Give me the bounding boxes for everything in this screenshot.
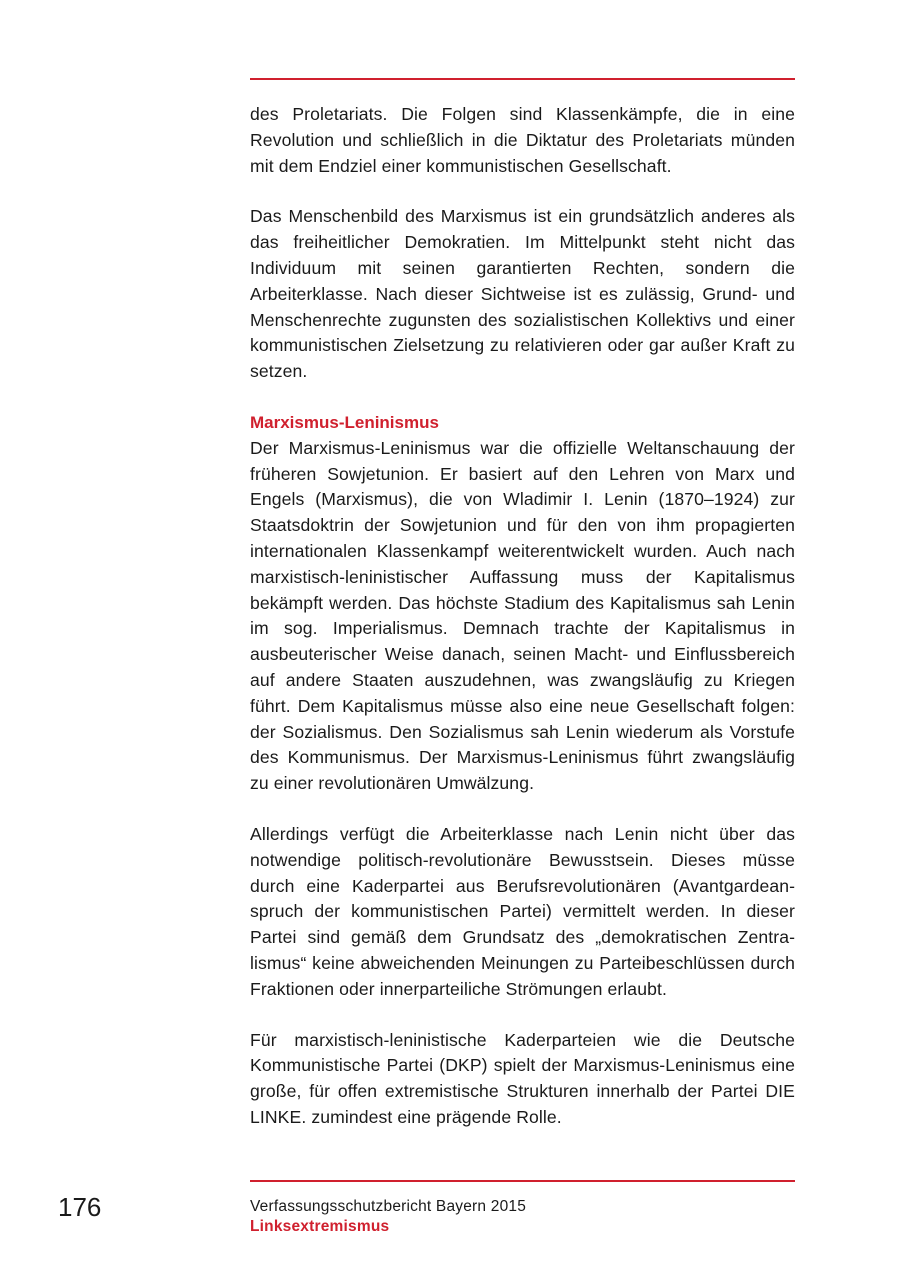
page-number: 176 (58, 1192, 102, 1222)
paragraph-kaderpartei: Allerdings verfügt die Arbeiterklasse nach Lenin nicht über das notwendige politisch-revolutionäre Bewusstsein. Dieses müsse durch eine Kaderpartei aus Berufsrevolutionären (Avantgardeanspruch der kommunistischen Partei) vermittelt werden. In dieser Partei sind gemäß dem Grundsatz des „demokratischen Zentralismus“ keine abweichenden Meinungen zu Parteibeschlüssen durch Fraktionen oder innerparteiliche Strömungen erlaubt. (250, 823, 795, 999)
footer-rule (250, 1180, 795, 1182)
main-text (250, 102, 795, 1156)
paragraph-dkp: Für marxistisch-leninistische Kaderparteien wie die Deutsche Kommunistische Partei (DKP) spielt der Marxismus-Leninismus eine große, für offen extremistische Strukturen innerhalb der Partei DIE LINKE. zumindest eine prägende Rolle. (250, 1029, 795, 1127)
section-heading: Marxismus-Leninismus (250, 412, 439, 432)
paragraph-proletariat: des Proletariats. Die Folgen sind Klassenkämpfe, die in eine Revolution und schließlich in die Diktatur des Proletariats münden mit dem Endziel einer kommunistischen Gesellschaft. (250, 104, 795, 176)
header-rule (250, 78, 795, 80)
footer (250, 1196, 795, 1237)
publication-title: Verfassungsschutzbericht Bayern 2015 (250, 1198, 527, 1215)
paragraph-marxismus-leninismus: Der Marxismus-Leninismus war die offizielle Weltanschauung der früheren Sowjetunion. Er basiert auf den Lehren von Marx und Engels (Marxismus), die von Wladimir I. Lenin (1870–1924) zur Staatsdoktrin der Sowjetunion und für den von ihm propagierten internationalen Klassenkampf weiterentwickelt wurden. Auch nach marxistisch-leninistischer Auffassung muss der Kapitalismus bekämpft werden. Das höchste Stadium des Kapitalismus sah Lenin im sog. Imperialismus. Demnach trachte der Kapitalismus in ausbeuterischer Weise danach, seinen Macht- und Einflussbereich auf andere Staaten auszudehnen, was zwangsläufig zu Kriegen führt. Dem Kapitalismus müsse also eine neue Gesellschaft folgen: der Sozialismus. Den Sozialismus sah Lenin wiederum als Vorstufe des Kommunismus. Der Marxismus-Leninismus führt zwangsläufig zu einer revolutionären Umwälzung. (250, 437, 795, 794)
section-name: Linksextremismus (250, 1218, 390, 1235)
paragraph-menschenbild: Das Menschenbild des Marxismus ist ein grundsätzlich anderes als das freiheitlicher Demokratien. Im Mittelpunkt steht nicht das Individuum mit seinen garantierten Rechten, sondern die Arbeiterklasse. Nach dieser Sichtweise ist es zulässig, Grund- und Menschenrechte zugunsten des sozialistischen Kollektivs und einer kommunistischen Zielsetzung zu relativieren oder gar außer Kraft zu setzen. (250, 206, 795, 382)
